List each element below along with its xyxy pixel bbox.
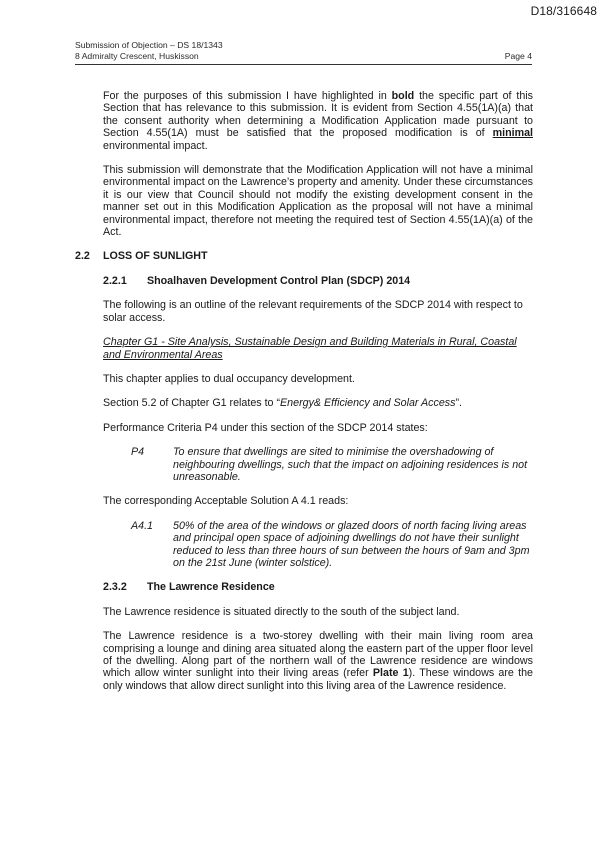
section-number: 2.2 [75, 250, 90, 263]
header-submission-title: Submission of Objection – DS 18/1343 [75, 40, 223, 50]
subsection-title: Shoalhaven Development Control Plan (SDCP) 2014 [147, 274, 411, 287]
text-run: the specific part of this Section that has relevance to this submission. It is evident from Section 4.55(1A)(a) that the consent authority when determining a Modification Application made pursuant to Section 4.55(1A) must be satisfied that the proposed modification is of [103, 90, 533, 140]
italic-phrase: Energy& Efficiency and Solar Access [280, 397, 456, 410]
paragraph-minimal-impact: This submission will demonstrate that the Modification Application will not have a minimal environmental impact on the Lawrence’s property and amenity. Under these circumstances it is our view that Council should not modify the existing development consent in the manner set out in this Modification Application as the proposal will not have a minimal environmental impact, therefore not meeting the required test of Section 4.55(1A)(a) of the Act. [103, 164, 533, 239]
chapter-g1-heading: Chapter G1 - Site Analysis, Sustainable Design and Building Materials in Rural, Coastal and Environmental Areas [103, 336, 517, 361]
paragraph-sdcp-outline: The following is an outline of the relevant requirements of the SDCP 2014 with respect to solar access. [103, 299, 523, 324]
criteria-text: 50% of the area of the windows or glazed doors of north facing living areas and principal open space of adjoining dwellings do not have their sunlight reduced to less than three hours of sun between the hours of 9am and 3pm on the 21st June (winter solstice). [173, 519, 530, 569]
section-heading-loss-of-sunlight [75, 250, 533, 262]
paragraph-lawrence-description [75, 630, 533, 692]
paragraph-acceptable-solution: The corresponding Acceptable Solution A 4.1 reads: [103, 495, 349, 508]
paragraph-performance-criteria: Performance Criteria P4 under this section of the SDCP 2014 states: [103, 421, 428, 434]
document-body [75, 90, 533, 704]
text-run: ). These windows are the only windows that allow direct sunlight into this living area of the Lawrence residence. [103, 667, 533, 692]
criteria-a4-1 [131, 520, 533, 570]
section-title: LOSS OF SUNLIGHT [103, 250, 208, 263]
subsection-number: 2.3.2 [103, 581, 127, 594]
text-run: The Lawrence residence is a two-storey dwelling with their main living room area comprising a lounge and dining area situated along the eastern part of the upper floor level of the dwelling. Along part of the northern wall of the Lawrence residence are windows which allow winter sunlight into their living areas (refer [103, 630, 533, 680]
criteria-text: To ensure that dwellings are sited to minimise the overshadowing of neighbouring dwellings, such that the impact on adjoining residences is not unreasonable. [173, 446, 528, 483]
paragraph-lawrence-location: The Lawrence residence is situated directly to the south of the subject land. [103, 605, 460, 618]
subsection-number: 2.2.1 [103, 274, 127, 287]
header-address: 8 Admiralty Crescent, Huskisson [75, 51, 199, 61]
subsection-heading-sdcp [103, 275, 533, 287]
text-run: Section 5.2 of Chapter G1 relates to “ [103, 397, 281, 410]
text-run: ”. [455, 397, 463, 410]
plate-reference: Plate 1 [372, 667, 409, 680]
subsection-title: The Lawrence Residence [147, 581, 275, 594]
subsection-heading-lawrence-residence [103, 581, 533, 593]
text-run: environmental impact. [103, 139, 208, 152]
page-header [75, 40, 532, 65]
document-reference-number: D18/316648 [530, 4, 597, 18]
page-number: Page 4 [504, 51, 532, 61]
paragraph-section-5-2 [75, 397, 533, 409]
bold-word: bold [391, 90, 415, 102]
paragraph-dual-occupancy: This chapter applies to dual occupancy development. [103, 372, 355, 385]
header-divider [75, 64, 532, 65]
bold-underline-word: minimal [492, 127, 533, 140]
criteria-label: A4.1 [131, 519, 153, 532]
criteria-p4 [131, 446, 533, 483]
text-run: For the purposes of this submission I have highlighted in [103, 90, 392, 102]
criteria-label: P4 [131, 446, 145, 459]
paragraph-highlight-purpose [75, 90, 533, 152]
